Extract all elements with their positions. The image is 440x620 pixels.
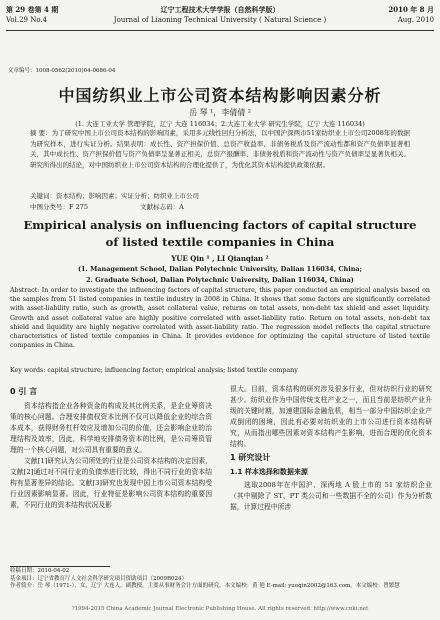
footnote-received: 收稿日期：2010-04-02: [10, 568, 70, 574]
header-volume: [6, 4, 58, 26]
abstract-chinese: 摘 要：为了研究中国上市公司资本结构的影响因素，采用多元线性回归分析法，以中国沪深两市51家纺织业上市公司2008年的数据为研究样本，进行实证分析。结果表明：成长性、资产担保价值、总资产收益率、非债务税盾及资产流动性都和资产负债率显著相关，其中成长性、资产担保价值与资产负债率呈显著正相关，总资产报酬率、非债务税盾和资产流动性与资产负债率呈显著负相关。研究所得出的结论，对中国纺织业上市公司资本结构的合理化提供了，为优化其资本结构提供政策依据。: [30, 129, 410, 169]
section-heading: 1 研究设计: [230, 453, 271, 462]
body-paragraph: 很大。目前，资本结构的研究涉及很多行业，但对纺织行业的研究甚少。纺织业作为中国传统支柱产业之一，而且当前是纺织产业升级的关键时期，加速建国际金融危机，相当一部分中国纺织企业产成倒闭的困境，因此有必要对纺织业的上市公司进行资本结构研究，从而指出哪些因素对资本结构产生影响，进而合理的优化资本结构。: [230, 385, 432, 448]
journal-name-en: Journal of Liaoning Technical University ( Natural Science ): [113, 16, 327, 24]
document-code: 文献标志码：A: [140, 203, 184, 211]
date-en: Aug. 2010: [397, 16, 434, 24]
volume-en: Vol.29 No.4: [6, 16, 48, 24]
article-number: 文章编号：1008-0562(2010)04-0686-04: [8, 68, 116, 74]
keywords-english: Key words: capital structure; influencing factor; empirical analysis; listed textile company: [10, 367, 298, 374]
volume-cn: 第 29 卷第 4 期: [6, 5, 59, 14]
footnote-author: 作者简介：岳 琴（1971-），女，辽宁 大连人，副教授，主要从事财务会计方面的研究。本文编校：黄 艳 E-mail: yueqin2002@163.com。本文编校：曾繁慧: [10, 583, 400, 589]
header-date: [388, 4, 434, 26]
body-paragraph: 选取2008年在中国沪、深两地 A 股上市的 51 家纺织企业（其中剔除了 ST、PT 类公司和一些数据不全的公司）作为分析数据，计算过程中所涉: [230, 481, 432, 511]
header-rule: [6, 30, 434, 31]
title-english: Empirical analysis on influencing factors of capital structure of listed textile companies in China: [23, 218, 417, 249]
affiliations-english: [20, 264, 420, 286]
classification-line: [30, 202, 410, 211]
date-cn: 2010 年 8 月: [388, 5, 434, 14]
keywords-chinese: 关键词：资本结构；影响因素；实证分析；纺织业上市公司: [30, 192, 199, 200]
title-chinese: 中国纺织业上市公司资本结构影响因素分析: [58, 86, 382, 105]
subsection-heading: 1.1 样本选择和数据来源: [230, 468, 308, 476]
affiliation-2: 2. Graduate School, Dalian Polytechnic University, Dalian 116034, China): [86, 276, 354, 284]
authors-chinese: 岳 琴 ¹，李倩倩 ²: [188, 108, 252, 117]
body-paragraph: 资本结构指企业各种资金的构成及其比例关系，是企业筹资决策的核心问题。合理安排债权资本比例不仅可以降低企业的综合资本成本，获得财务杠杆效应及增加公司的价值，还会影响企业的治理结构及效率，因此，科学地安排债务资本的比例，是公司筹资管理的一个核心问题，对公司具有重要的意义。: [10, 402, 212, 454]
copyright-line: ?1994-2015 China Academic Journal Electronic Publishing House. All rights reserved. http://www.cnki.net: [71, 606, 369, 612]
section-heading: 0 引 言: [10, 387, 38, 396]
running-header: [6, 4, 434, 28]
clc-number: 中图分类号：F 275: [30, 203, 88, 211]
header-journal: [96, 4, 344, 26]
affiliations-chinese: (1. 大连工业大学 管理学院，辽宁 大连 116034；2.大连工业大学 研究生学院，辽宁 大连 116034): [75, 120, 365, 128]
footnote-rule: [10, 566, 110, 567]
journal-name-cn: 辽宁工程技术大学学报（自然科学版）: [160, 5, 280, 14]
footnote-funding: 基金项目：辽宁省教育厅人文社会科学研究项目资助项目（2009B024）: [10, 575, 188, 582]
footnotes: [10, 568, 430, 591]
body-paragraph: 文献[1]研究认为公司所处的行业是公司资本结构的决定因素，文献[2]通过对不同行业的负债率进行比较，得出不同行业的资本结构有显著差异的结论。文献[3]研究也发现中国上市公司资本结构受行业因素影响显著。因此，行业特征是影响公司资本结构的重要因素，不同行业的资本结构状况及影: [10, 457, 212, 509]
body-column-right: [230, 384, 432, 513]
authors-english: YUE Qin ¹ , LI Qianqian ²: [171, 254, 269, 263]
affiliation-1: (1. Management School, Dalian Polytechnic University, Dalian 116034, China;: [77, 265, 363, 273]
body-column-left: [10, 384, 212, 511]
abstract-english: Abstract: In order to investigate the influencing factors of capital structure, this paper conducted an empirical analysis based on the samples from 51 listed companies in textile industry in 2008 in China. It shows that some factors are significantly correlated with asset-liability ratio, such as growth, asset collateral value, returns on total assets, non-debt tax shield and asset liquidity. Growth and asset collateral value are highly positive correlated with asset-liability ratio. Return on total assets, non-debt tax shield and liquidity are highly negative correlated with asset-liability ratio. The regression model reflects the capital structure characteristics of listed textile companies in China. It provides evidence for optimizing the capital structure of listed textile companies in China.: [10, 287, 430, 350]
